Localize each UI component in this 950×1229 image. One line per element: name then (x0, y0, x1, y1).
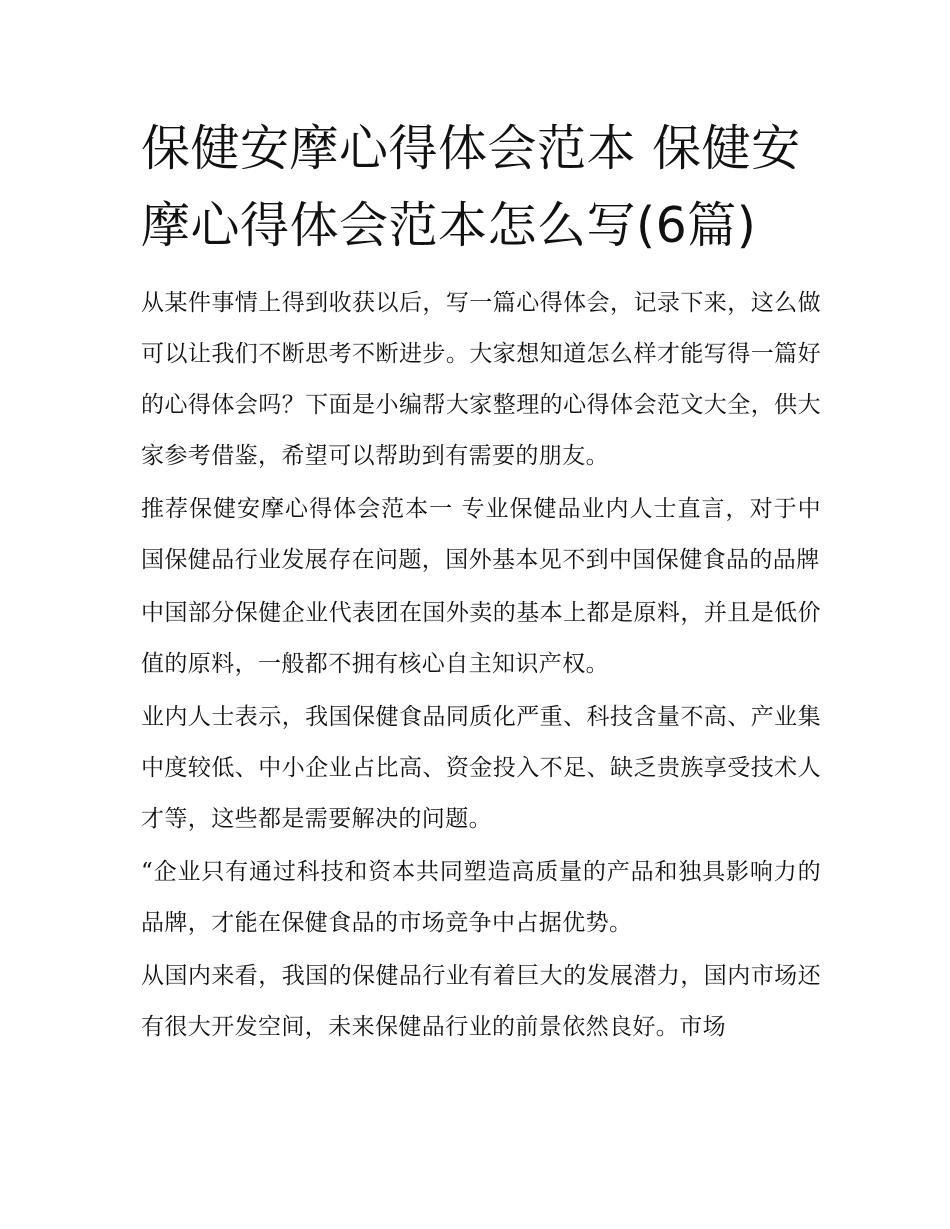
document-title: 保健安摩心得体会范本 保健安 摩心得体会范本怎么写(6篇) (141, 120, 801, 254)
paragraph-intro: 从某件事情上得到收获以后，写一篇心得体会，记录下来，这么做可以让我们不断思考不断进步。大家想知道怎么样才能写得一篇好的心得体会吗？下面是小编帮大家整理的心得体会范文大全，供大家参考借鉴，希望可以帮助到有需要的朋友。 (141, 290, 821, 469)
paragraph-1: 推荐保健安摩心得体会范本一 专业保健品业内人士直言，对于中国保健品行业发展存在问题，国外基本见不到中国保健食品的品牌 (141, 496, 821, 573)
paragraph-5: 从国内来看，我国的保健品行业有着巨大的发展潜力，国内市场还有很大开发空间，未来保健品行业的前景依然良好。市场 (141, 963, 821, 1040)
paragraph-2: 中国部分保健企业代表团在国外卖的基本上都是原料，并且是低价值的原料，一般都不拥有核心自主知识产权。 (141, 600, 821, 677)
paragraph-3: 业内人士表示，我国保健食品同质化严重、科技含量不高、产业集中度较低、中小企业占比高、资金投入不足、缺乏贵族享受技术人才等，这些都是需要解决的问题。 (141, 704, 821, 832)
document-page (141, 110, 821, 1055)
paragraph-4: “企业只有通过科技和资本共同塑造高质量的产品和独具影响力的品牌，才能在保健食品的市场竞争中占据优势。 (141, 859, 821, 936)
